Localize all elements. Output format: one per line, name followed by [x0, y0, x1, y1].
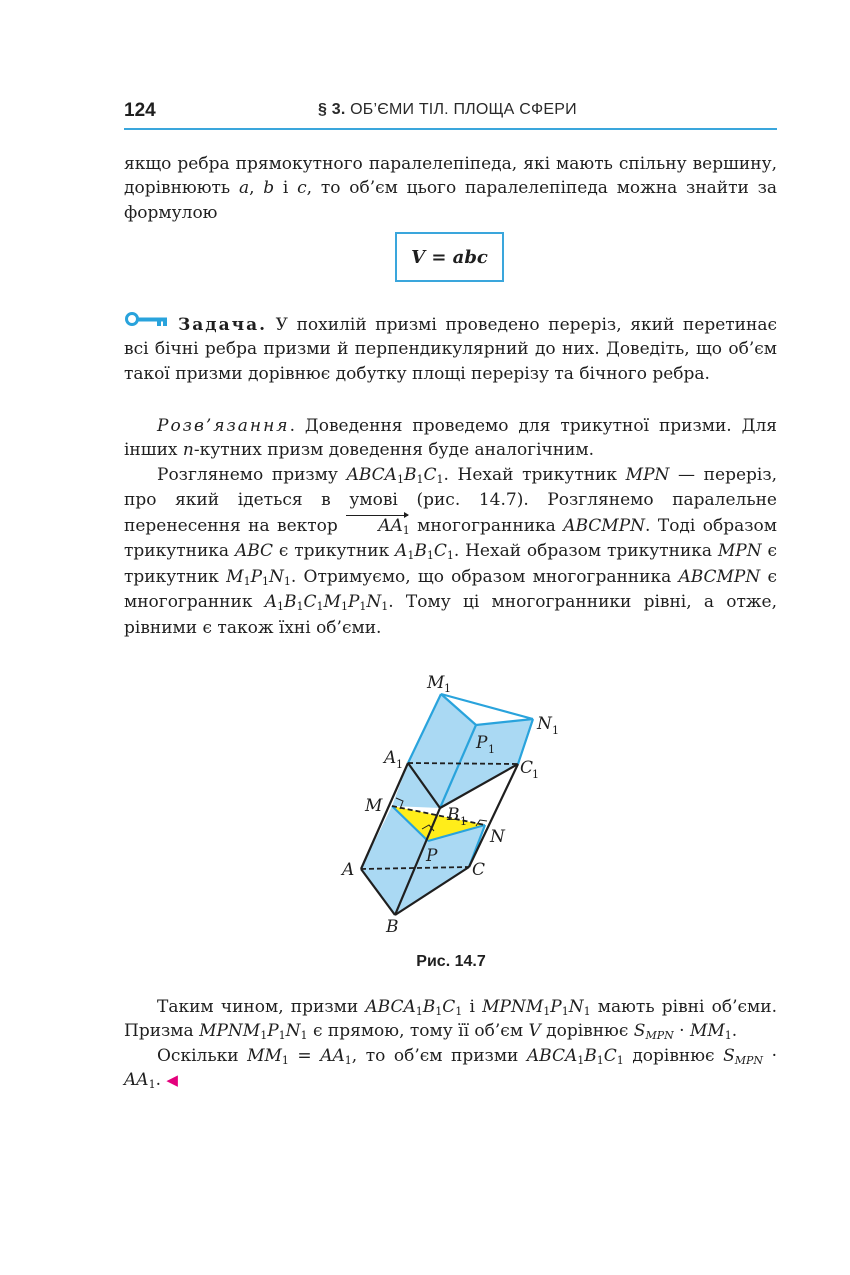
section-number: § 3. [318, 101, 346, 118]
svg-text:M: M [427, 673, 445, 693]
svg-text:A: A [342, 860, 355, 880]
svg-text:1: 1 [460, 815, 467, 828]
page-number: 124 [124, 100, 156, 121]
figure-caption: Рис. 14.7 [416, 953, 486, 970]
svg-text:1: 1 [396, 758, 403, 771]
svg-text:B: B [386, 917, 399, 937]
svg-text:1: 1 [552, 724, 559, 737]
prism-figure [330, 665, 580, 945]
svg-text:P: P [426, 846, 438, 866]
svg-text:1: 1 [444, 682, 451, 695]
solution-label: Розв’язання [157, 416, 290, 436]
svg-text:1: 1 [488, 743, 495, 756]
formula-box: V = abc [395, 232, 504, 282]
chapter-title: ОБ’ЄМИ ТІЛ. ПЛОЩА СФЕРИ [350, 101, 577, 118]
intro-paragraph: якщо ребра прямокутного паралелепіпеда, які мають спільну вершину, дорівнюють a, b і c, то об’єм цього паралелепіпеда можна знайти за формулою [124, 154, 777, 223]
end-of-proof-mark: ◀ [166, 1070, 178, 1089]
svg-text:C: C [472, 860, 486, 880]
svg-text:A: A [384, 748, 397, 768]
svg-text:M: M [365, 796, 383, 816]
svg-text:N: N [537, 714, 552, 734]
svg-text:C: C [520, 758, 534, 778]
svg-text:N: N [490, 827, 505, 847]
conclusion-paragraphs: Таким чином, призми $ABCA_1B_1C_1$ і $MPNM_1P_1N_1$ мають рівні об’єми. Призма $MPNM_1P_1N_1$ є прямою, тому її об’єм V дорівнює $S_{MPN} \cdot MM_1$. Оскільки $MM_1 = AA_1$, то об’єм призми $ABCA_1B_1C_1$ дорівнює $S_{MPN} \cdot AA_1$. ◀ [124, 997, 777, 1091]
problem-paragraph: Задача. У похилій призмі проведено переріз, який перетинає всі бічні ребра призми й перпендикулярний до них. Доведіть, що об’єм такої призми дорівнює добутку площі перерізу та бічного ребра. [124, 315, 777, 384]
svg-text:B: B [447, 805, 460, 825]
svg-text:1: 1 [532, 768, 539, 781]
problem-label: Задача. [178, 315, 267, 335]
running-head [318, 101, 577, 119]
header-rule [124, 128, 777, 130]
svg-text:P: P [476, 733, 488, 753]
solution-paragraphs: Розв’язання. Доведення проведемо для трикутної призми. Для інших n-кутних призм доведення буде аналогічним. Розглянемо призму $ABCA_1B_1C_1$. Нехай трикутник MPN — переріз, про який ідеться в умові (рис. 14.7). Розглянемо паралельне перенесення на вектор $AA_1$ многогранника ABCMPN. Тоді образом трикутника ABC є трикутник $A_1B_1C_1$. Нехай образом трикутника MPN є трикутник $M_1P_1N_1$. Отримуємо, що образом многогранника ABCMPN є многогранник $A_1B_1C_1M_1P_1N_1$. Тому ці многогранники рівні, а отже, рівними є також їхні об’єми. [124, 416, 778, 638]
